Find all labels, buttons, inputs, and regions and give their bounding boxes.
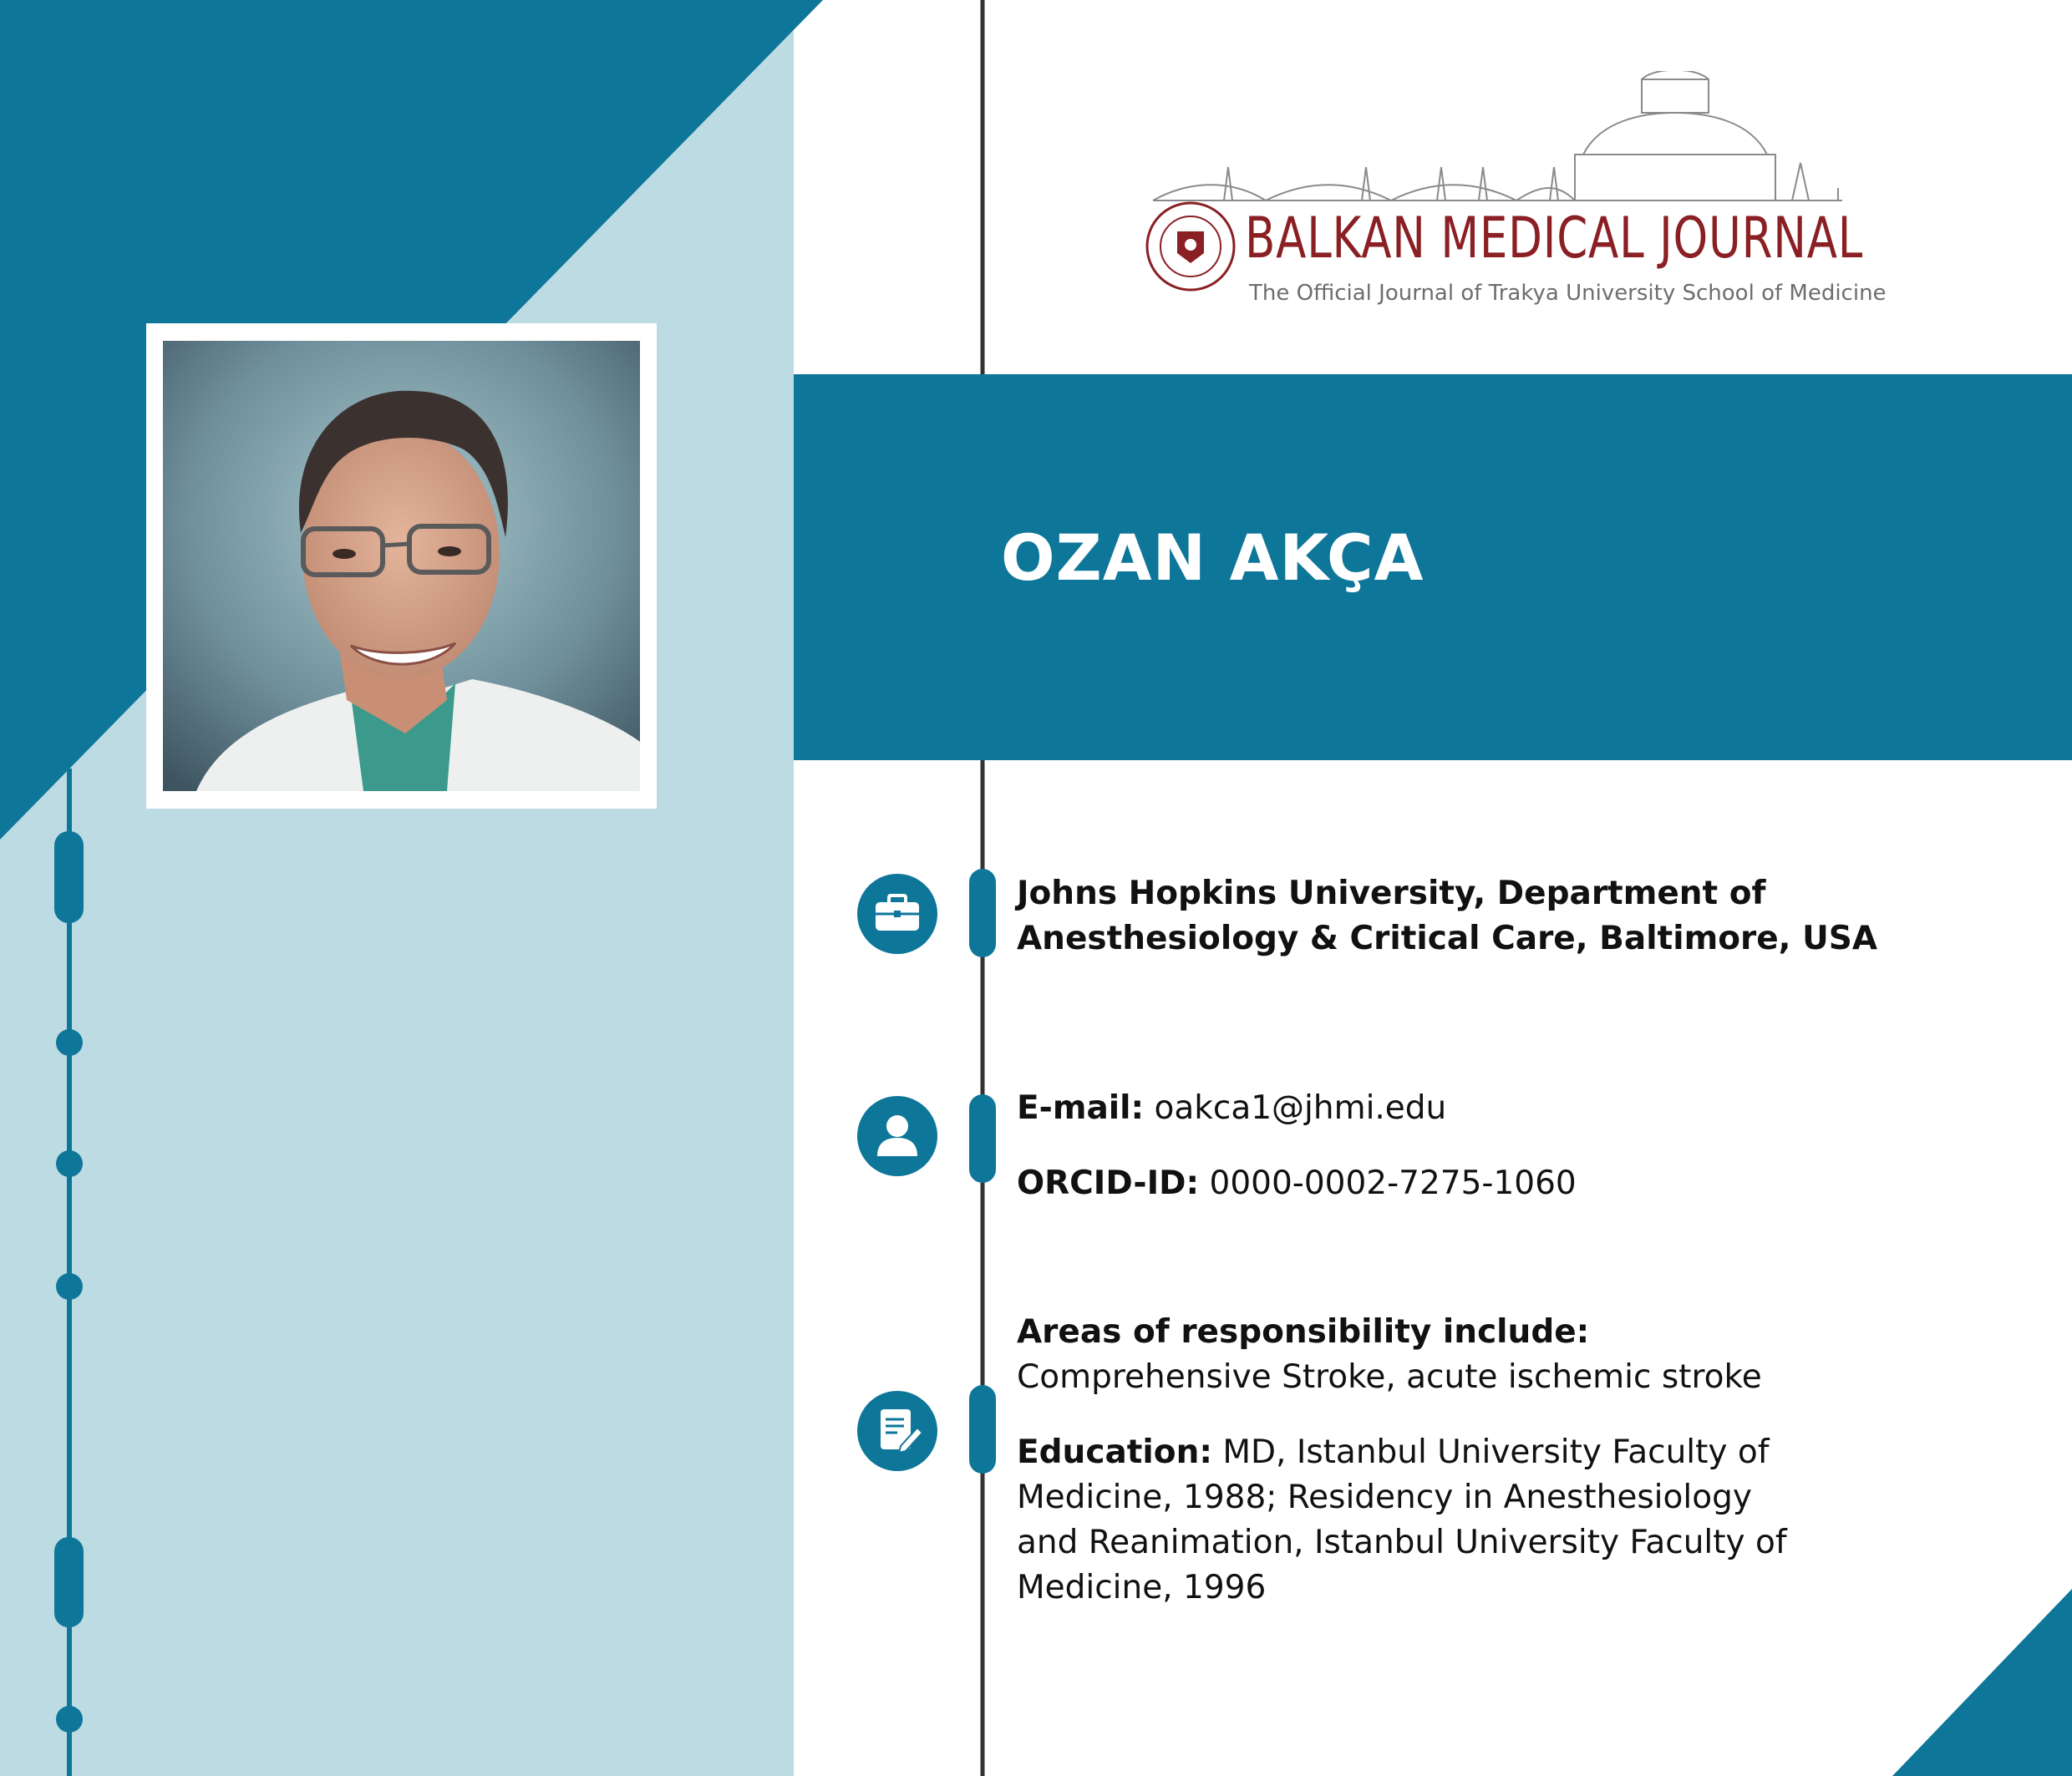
profile-photo-frame bbox=[146, 323, 657, 809]
contact-block bbox=[1017, 1086, 1902, 1206]
orcid-value[interactable]: 0000-0002-7275-1060 bbox=[1209, 1165, 1577, 1202]
education-block bbox=[1017, 1430, 1902, 1611]
education-line-4: Medicine, 1996 bbox=[1017, 1569, 1267, 1606]
journal-title: BALKAN MEDICAL JOURNAL bbox=[1245, 206, 1864, 271]
education-line-3: and Reanimation, Istanbul University Faculty of bbox=[1017, 1524, 1787, 1561]
affiliation-line-1: Johns Hopkins University, Department of bbox=[1017, 875, 1766, 912]
orcid-label: ORCID-ID: bbox=[1017, 1165, 1200, 1202]
email-value[interactable]: oakca1@jhmi.edu bbox=[1154, 1089, 1447, 1127]
affiliation-line-2: Anesthesiology & Critical Care, Baltimore, USA bbox=[1017, 920, 1878, 957]
person-name: OZAN AKÇA bbox=[1001, 520, 1424, 595]
education-label: Education: bbox=[1017, 1433, 1212, 1471]
education-line-2: Medicine, 1988; Residency in Anesthesiology bbox=[1017, 1479, 1752, 1516]
name-banner bbox=[794, 374, 2072, 760]
responsibility-block bbox=[1017, 1310, 1902, 1611]
journal-subtitle: The Official Journal of Trakya University School of Medicine bbox=[1249, 281, 1887, 306]
email-row bbox=[1017, 1086, 1902, 1131]
email-label: E-mail: bbox=[1017, 1089, 1145, 1127]
user-icon bbox=[857, 1096, 937, 1176]
document-edit-icon bbox=[857, 1391, 937, 1471]
education-line-1: MD, Istanbul University Faculty of bbox=[1222, 1433, 1770, 1471]
affiliation-block bbox=[1017, 871, 1902, 962]
journal-seal-icon bbox=[1147, 203, 1234, 290]
responsibility-value: Comprehensive Stroke, acute ischemic stroke bbox=[1017, 1358, 1762, 1396]
orcid-row bbox=[1017, 1161, 1902, 1206]
briefcase-icon bbox=[857, 874, 937, 954]
responsibility-label: Areas of responsibility include: bbox=[1017, 1313, 1590, 1351]
profile-photo bbox=[163, 341, 640, 791]
